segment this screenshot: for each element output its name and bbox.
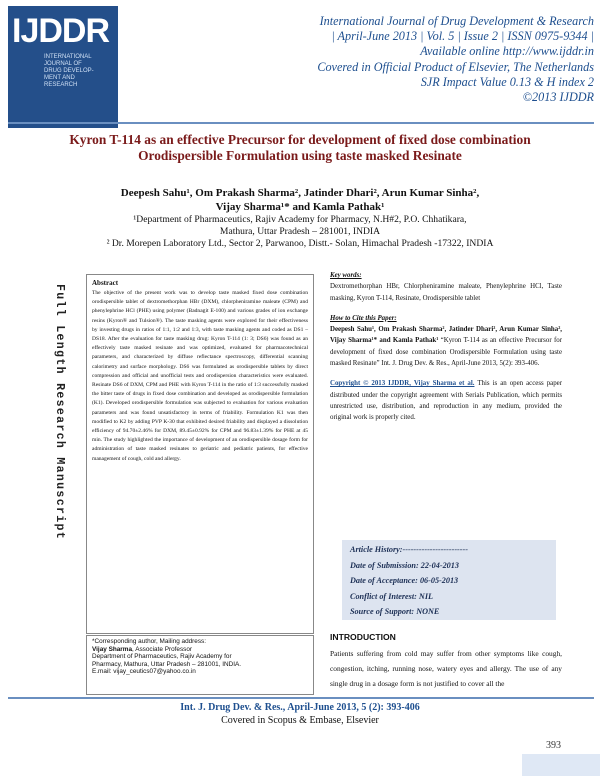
corr-address: Department of Pharmaceutics, Rajiv Academy for [92, 653, 232, 660]
corr-label: *Corresponding author, Mailing address: [92, 638, 207, 645]
logo-text: IJDDR [12, 12, 110, 50]
footer-coverage: Covered in Scopus & Embase, Elsevier [221, 715, 379, 726]
manuscript-type-label: Full Length Research Manuscript [53, 284, 66, 540]
journal-coverage: Covered in Official Product of Elsevier, The Netherlands [317, 59, 594, 74]
logo-tagline-line: DRUG DEVELOP- [44, 68, 94, 74]
abstract-text: The objective of the present work was to develop taste masked fixed dose combination orodispersible tablet of dextromethorphan HBr (DXM), chlorpheniramine maleate (CPM) and phenylephrine HCl (PHE) using polymer (Badnagit E-100) and various grades of ion exchange resins (Kyron® and Tulsion®). The taste masking agents were explored for their effectiveness by investing drugs in ratios of 1:1, 1:2 and 1:3, with taste masking agents and coded as DS1 – DS18. After the evaluation for taste masking drug: Kyron T-114 (1: 3; DS6) was found as an effectively taste masked resinate and was optimized, evaluated for pharmacotechnical parameters, and characterized by diffuse reflectance spectroscopy, differential scanning calorimetry and surface morphology. DS6 was formulated as orodispersible tablets by direct compression and official and unofficial tests and orodispersion characteristics were evaluated. Resinate DS6 of DXM, CPM and PHE with Kyron T-114 in the ratio of 1:3 successfully masked the bitter taste of drugs in fixed dose combination and developed as orodispersible formulation (K1). Developed orodispersible formulation was subjected to evaluation for various evaluation parameters and was found unsatisfactory in terms of friability. Formulation K1 was then modified to K2 by adding PVP K-30 that exhibited desired friability and displayed a dissolution efficiency of 94.70±2.46% for DXM, 89.45±0.92% for CPM and 96.83±1.39% for PHE at 45 min. The study highlighted the importance of development of an orodispersible dosage form for administration of taste masked resinates to geriatric and pediatric patients, for effective management of cough, cold and allergy. [92, 290, 308, 462]
keywords-heading: Key words: [330, 272, 362, 279]
logo-tagline [44, 54, 114, 89]
logo-tagline-line: RESEARCH [44, 82, 78, 88]
correspondence-box [86, 635, 314, 695]
journal-name: International Journal of Drug Development & Research [319, 14, 594, 28]
introduction-section [330, 632, 562, 692]
history-conflict: Conflict of Interest: NIL [350, 591, 434, 601]
history-acceptance: Date of Acceptance: 06-05-2013 [350, 576, 459, 585]
page-number: 393 [546, 740, 561, 751]
cite-authors: Deepesh Sahu¹, Om Prakash Sharma², Jatinder Dhari², Arun Kumar Sinha², Vijay Sharma¹* and Kamla Pathak¹ [330, 326, 562, 345]
corr-author [92, 646, 308, 654]
copyright-link[interactable]: Copyright © 2013 IJDDR, Vijay Sharma et al. [330, 380, 475, 388]
corr-name: Vijay Sharma [92, 645, 133, 653]
authors-line: Vijay Sharma¹* and Kamla Pathak¹ [215, 201, 385, 213]
cite-heading: How to Cite this Paper: [330, 314, 397, 322]
article-title: Kyron T-114 as an effective Precursor for development of fixed dose combination Orodispersible Formulation using taste masked Resinate [69, 132, 531, 163]
abstract-heading: Abstract [92, 279, 119, 287]
affiliation-line: ¹Department of Pharmaceutics, Rajiv Academy for Pharmacy, N.H#2, P.O. Chhatikara, [133, 214, 467, 225]
corr-address: Pharmacy, Mathura, Uttar Pradesh – 281001, INDIA. [92, 660, 242, 668]
copyright-section [330, 378, 562, 423]
authors-line: Deepesh Sahu¹, Om Prakash Sharma², Jatinder Dhari², Arun Kumar Sinha², [120, 187, 480, 199]
keywords-text: Dextromethorphan HBr, Chlorpheniramine maleate, Phenylephrine HCl, Taste masking, Kyron T-114, Resinate, Orodispersible tablet [330, 283, 562, 302]
page-number-tab [522, 754, 600, 776]
cite-section [330, 313, 562, 369]
journal-url[interactable]: Available online http://www.ijddr.in [420, 44, 594, 59]
journal-info [224, 14, 594, 105]
abstract-box [86, 274, 314, 634]
journal-impact: SJR Impact Value 0.13 & H index 2 [420, 74, 594, 89]
header-divider [8, 122, 594, 124]
right-column [330, 270, 562, 433]
corr-email[interactable]: E.mail: vijay_ceutics07@yahoo.co.in [92, 668, 196, 675]
affiliation-line: Mathura, Uttar Pradesh – 281001, INDIA [219, 226, 381, 237]
logo-tagline-line: JOURNAL OF [44, 61, 82, 67]
journal-logo [8, 6, 118, 128]
cite-reference: “Kyron T-114 as an effective Precursor for development of fixed dose combination Orodispersible Formulation using taste masked Resinate” Int. J. Drug Dev. & Res., April-June 2013, 5(2): 393-406. [330, 337, 563, 368]
affiliation-2: ² Dr. Morepen Laboratory Ltd., Sector 2, Parwanoo, Distt.- Solan, Himachal Pradesh -17322, INDIA [106, 238, 494, 249]
journal-issue: | April-June 2013 | Vol. 5 | Issue 2 | ISSN 0975-9344 | [331, 29, 594, 44]
copyright-text: This is an open access paper distributed under the copyright agreement with Serials Publication, which permits unrestricted use, distribution, and reproduction in any medium, provided the original work is properly cited. [330, 380, 563, 422]
corr-role: , Associate Professor [132, 645, 193, 653]
intro-text: Patients suffering from cold may suffer from other symptoms like cough, congestion, itching, running nose, watery eyes and allergy. The use of any single drug in a dosage form is not justified to cover all the [330, 649, 562, 689]
footer-divider [8, 697, 594, 699]
article-authors [20, 186, 580, 214]
history-submission: Date of Submission: 22-04-2013 [350, 560, 459, 570]
affiliation-1 [20, 214, 580, 238]
logo-tagline-line: MENT AND [44, 75, 75, 81]
history-title: Article History:------------------------ [350, 545, 468, 554]
footer-citation: Int. J. Drug Dev. & Res., April-June 2013, 5 (2): 393-406 [180, 702, 420, 713]
logo-tagline-line: INTERNATIONAL [44, 54, 92, 60]
cite-text [330, 324, 562, 369]
history-support: Source of Support: NONE [350, 607, 440, 616]
journal-copyright: ©2013 IJDDR [522, 90, 594, 105]
intro-heading: INTRODUCTION [330, 632, 396, 642]
keywords-section [330, 270, 562, 304]
page-footer [100, 701, 500, 727]
article-history-box [342, 540, 556, 620]
